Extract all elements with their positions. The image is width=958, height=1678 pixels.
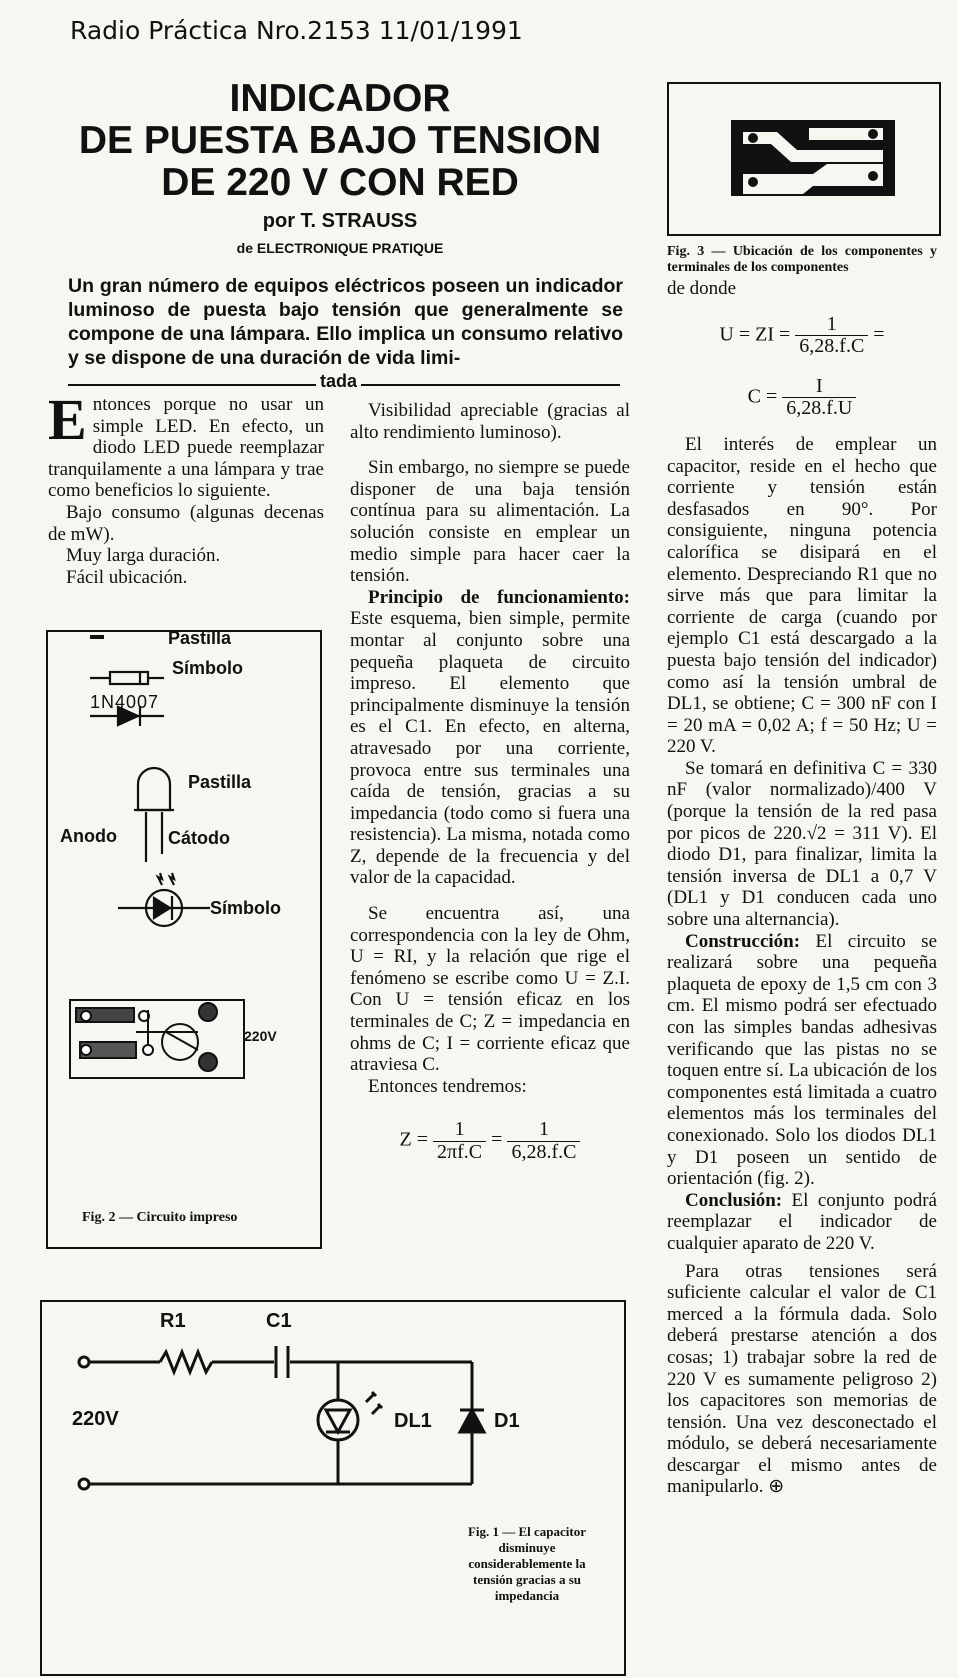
eq-z-den-2: 6,28.f.C <box>511 1141 577 1163</box>
eq-z-lhs: Z = <box>399 1129 429 1152</box>
column-3 <box>667 244 937 1498</box>
col2-principio-heading: Principio de funcionamiento: <box>368 586 630 608</box>
eq-z-num-2: 1 <box>507 1119 580 1142</box>
col3-paragraph-2: Se tomará en definitiva C = 330 nF (valor normalizado)/400 V (porque la tensión de la red pasa por picos de 220.√2 = 311 V). El diodo D1, para finalizar, limita la tensión inversa de DL1 a 0,7 V (DL1 y D1 conducen cada uno sobre una alternancia). <box>667 757 937 931</box>
eq-c-lhs: C = <box>747 385 778 408</box>
drop-cap: E <box>48 387 87 452</box>
fig2-simbolo-2: Símbolo <box>210 898 281 918</box>
figure-3 <box>667 82 941 236</box>
col1-paragraph-3: Muy larga duración. <box>66 545 221 567</box>
col2-paragraph-4: Se encuentra así, una correspondencia con la ley de Ohm, U = RI, y la relación que rige el fenómeno se escribe como U = Z.I. Con U = tensión eficaz en los terminales de C; Z = impedancia en ohms de C; I = corriente eficaz que atraviesa C. <box>350 903 630 1076</box>
fig1-c1-label: C1 <box>266 1310 292 1332</box>
eq-c-den: 6,28.f.U <box>786 397 853 420</box>
col3-construccion-heading: Construcción: <box>685 930 801 952</box>
fig3-caption: Fig. 3 — Ubicación de los componentes y terminales de los componentes <box>667 244 937 275</box>
article-title <box>60 78 620 204</box>
col3-paragraph-5: Para otras tensiones será suficiente calcular el valor de C1 merced a la fórmula dada. Solo deberá prestarse atención a dos cosas; 1) trabajar sobre la red de 220 V es sumamente peligroso 2) los capacitores son memorias de tensión. Una vez desconectado el módulo, se deberá necesariamente descargar el mismo antes de manipularlo. ⊕ <box>667 1260 937 1498</box>
fig1-voltage-label: 220V <box>72 1408 119 1430</box>
eq-u-lhs: U = ZI = <box>719 323 791 346</box>
fig2-catodo: Cátodo <box>168 828 230 848</box>
column-1 <box>48 387 324 588</box>
figure-2 <box>46 630 322 1249</box>
eq-z-frac-2 <box>507 1119 580 1163</box>
article-source: de ELECTRONIQUE PRATIQUE <box>236 240 444 256</box>
led-symbol-drawing <box>118 873 210 926</box>
col3-conclusion-heading: Conclusión: <box>685 1189 783 1211</box>
col1-paragraph-2: Bajo consumo (algunas decenas de mW). <box>48 501 324 545</box>
pcb-drawing <box>70 1000 244 1078</box>
fig1-caption: Fig. 1 — El capacitor disminuye considerablemente la tensión gracias a su impedancia <box>467 1524 587 1603</box>
equation-c <box>667 376 937 420</box>
equation-z <box>350 1119 630 1163</box>
eq-z-num-1: 1 <box>433 1119 486 1142</box>
eq-u-num: 1 <box>795 314 868 337</box>
title-line-3: DE 220 V CON RED <box>161 161 519 204</box>
title-line-1: INDICADOR <box>229 77 451 120</box>
col2-paragraph-1: Visibilidad apreciable (gracias al alto rendimiento luminoso). <box>350 400 630 443</box>
eq-z-equals: = <box>491 1129 503 1152</box>
figure-1-schematic <box>42 1302 624 1674</box>
lead-paragraph: Un gran número de equipos eléctricos poseen un indicador luminoso de puesta bajo tensión que generalmente se compone de una lámpara. Ello implica un consumo relativo y se dispone de una duración de vida limi- <box>68 275 623 369</box>
lead-end: tada <box>316 371 361 392</box>
equation-u <box>667 314 937 358</box>
col2-paragraph-2: Sin embargo, no siempre se puede disponer de una baja tensión contínua para su alimentación. La solución consiste en emplear un medio simple para hacer caer la tensión. <box>350 457 630 587</box>
fig2-pastilla-2: Pastilla <box>188 772 252 792</box>
lead-rule <box>68 371 620 391</box>
eq-c-num: I <box>782 376 856 399</box>
eq-z-frac-1 <box>433 1119 486 1163</box>
fig2-caption: Fig. 2 — Circuito impreso <box>82 1210 238 1225</box>
col3-paragraph-3 <box>667 931 937 1190</box>
eq-u-frac <box>795 314 868 358</box>
col3-paragraph-1: El interés de emplear un capacitor, reside en el hecho que corriente y tensión están desfasados en 90°. Por consiguiente, ninguna potencia calorífica se disipará en el elemento. Despreciando R1 que no sirve más que para limitar la corriente de carga (cuando por ejemplo C1 está descargado a la puesta bajo tensión del indicador) como así la tensión umbral de DL1, se obtiene; C = 300 nF con I = 20 mA = 0,02 A; f = 50 Hz; U = 220 V. <box>667 433 937 758</box>
column-2 <box>350 400 630 1164</box>
eq-c-frac <box>782 376 856 420</box>
fig1-r1-label: R1 <box>160 1310 186 1332</box>
eq-u-den: 6,28.f.C <box>799 335 865 358</box>
fig2-part-number: 1N4007 <box>90 692 160 712</box>
col3-construccion-text: El circuito se realizará sobre una pequeña plaqueta de epoxy de 1,5 cm con 3 cm. El mismo podrá ser efectuado con las simples bandas adhesivas verificando que las pistas no se toquen entre sí. La ubicación de los componentes está limitada a cuatro elementos más los terminales del conexionado. Solo los diodos DL1 y D1 poseen un sentido de orientación (fig. 2). <box>667 930 938 1190</box>
fig2-voltage: 220V <box>244 1028 277 1044</box>
fig2-anodo: Anodo <box>60 826 117 846</box>
eq-z-den-1: 2πf.C <box>437 1141 483 1163</box>
col1-p1-text: ntonces porque no usar un simple LED. En efecto, un diodo LED puede reemplazar tranquilamente a una lámpara y trae como beneficios lo siguiente. <box>48 394 324 502</box>
col2-paragraph-3 <box>350 587 630 889</box>
figure-1 <box>40 1300 626 1676</box>
col3-intro: de donde <box>667 278 737 299</box>
col2-principio-text: Este esquema, bien simple, permite montar al conjunto sobre una pequeña plaqueta de circuito impreso. El elemento que principalmente disminuye la tensión es el C1. En efecto, en alterna, atravesado por una corriente, provoca entre sus terminales una caída de tensión, gracias a su impedancia (todo como si fuera una resistencia). La misma, notada como Z, depende de la frecuencia y del valor de la capacidad. <box>350 608 630 889</box>
fig1-d1-label: D1 <box>494 1410 520 1432</box>
fig1-dl1-label: DL1 <box>394 1410 432 1432</box>
page-header: Radio Práctica Nro.2153 11/01/1991 <box>70 16 523 45</box>
figure-3-drawing <box>669 84 939 234</box>
col1-paragraph-1 <box>48 387 324 502</box>
fig2-pastilla-1: Pastilla <box>168 628 232 648</box>
col3-paragraph-4 <box>667 1190 937 1255</box>
fig2-simbolo-1: Símbolo <box>172 658 243 678</box>
col2-paragraph-5: Entonces tendremos: <box>368 1075 527 1097</box>
article-author: por T. STRAUSS <box>262 210 418 232</box>
title-line-2: DE PUESTA BAJO TENSION <box>78 119 602 162</box>
figure-2-drawing <box>48 632 320 1247</box>
diode-body-drawing <box>90 672 164 684</box>
col1-paragraph-4: Fácil ubicación. <box>66 566 188 588</box>
col3-conclusion-text: El conjunto podrá reemplazar el indicador de cualquier aparato de 220 V. <box>667 1189 937 1254</box>
eq-u-tail: = <box>873 323 885 346</box>
